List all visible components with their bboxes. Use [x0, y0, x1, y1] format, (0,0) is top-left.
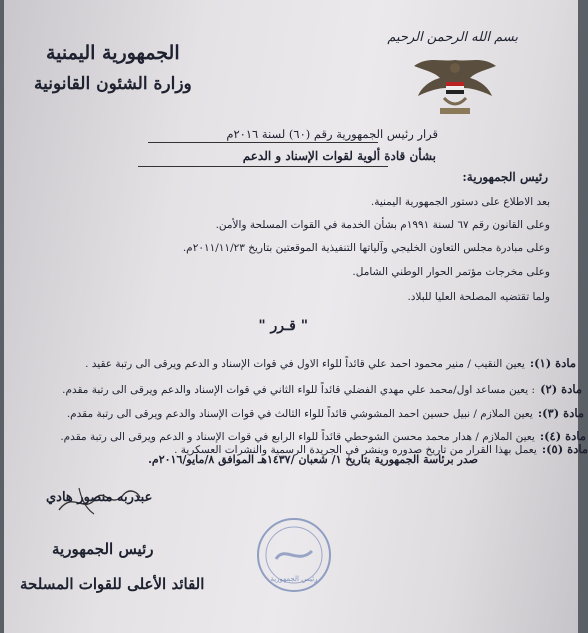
article-text: : يعين مساعد اول/محمد علي مهدي الفضلي قائداً للواء الثاني في قوات الإسناد والدعم ويرقى الى رتبة مقدم. — [62, 384, 535, 396]
decree-heading: " قـرر " — [258, 318, 308, 334]
republic-name: الجمهورية اليمنية — [46, 42, 180, 64]
preamble-clause: وعلى مبادرة مجلس التعاون الخليجي وآلياتها التنفيذية الموقعتين بتاريخ ٢٠١١/١١/٢٣م. — [182, 242, 550, 254]
signatory-role: القائد الأعلى للقوات المسلحة — [20, 575, 205, 593]
article-text: يعين الملازم / هدار محمد محسن الشوحطي قائداً للواء الرابع في قوات الإسناد و الدعم ويرقى الى رتبة مقدم. — [60, 431, 535, 443]
article-label: مادة (٥): — [541, 442, 588, 456]
article-text: يعين النقيب / منير محمود احمد علي قائداً للواء الاول في قوات الإسناد و الدعم ويرقى الى رتبة عقيد . — [85, 358, 525, 370]
signatory-name: عبدربه منصور هادي — [46, 490, 153, 505]
decree-subject: بشأن قادة ألوية لقوات الإسناد و الدعم — [242, 149, 436, 163]
official-seal — [254, 515, 334, 595]
basmala: بسم الله الرحمن الرحيم — [387, 30, 518, 45]
article-label: مادة (٣): — [537, 406, 584, 420]
title-underline — [148, 142, 378, 143]
article-label: مادة (٢) — [540, 382, 582, 396]
article-label: مادة (١): — [529, 356, 576, 370]
yemen-eagle-emblem — [410, 52, 500, 122]
subject-underline — [138, 166, 388, 167]
signatory-title: رئيس الجمهورية — [52, 540, 154, 558]
issue-date: صدر برئاسة الجمهورية بتاريخ ١/ شعبان /١٤٣٧هـ الموافق ٨/مايو/٢٠١٦م. — [148, 453, 478, 466]
article-label: مادة (٤): — [539, 429, 586, 443]
decree-title: قرار رئيس الجمهورية رقم (٦٠) لسنة ٢٠١٦م — [226, 127, 438, 141]
ministry-name: وزارة الشئون القانونية — [34, 74, 192, 94]
decree-document — [4, 0, 588, 633]
article — [85, 352, 576, 371]
article-text: يعين الملازم / نبيل حسين احمد المشوشي قائداً للواء الثالث في قوات الإسناد والدعم ويرقى الى رتبة مقدم. — [66, 408, 533, 420]
preamble-clause: وعلى مخرجات مؤتمر الحوار الوطني الشامل. — [352, 266, 550, 278]
preamble-clause: بعد الاطلاع على دستور الجمهورية اليمنية. — [370, 196, 550, 208]
preamble-clause: ولما تقتضيه المصلحة العليا للبلاد. — [407, 291, 550, 303]
article — [62, 378, 582, 397]
seal-text: رئيس الجمهورية — [270, 575, 318, 583]
article — [67, 402, 584, 421]
preamble-clause: وعلى القانون رقم ٦٧ لسنة ١٩٩١م بشأن الخدمة في القوات المسلحة والأمن. — [215, 219, 550, 231]
preamble-heading: رئيس الجمهورية: — [462, 170, 548, 184]
article-text: يعمل بهذا القرار من تاريخ صدوره وينشر في الجريدة الرسمية والنشرات العسكرية . — [174, 444, 537, 456]
